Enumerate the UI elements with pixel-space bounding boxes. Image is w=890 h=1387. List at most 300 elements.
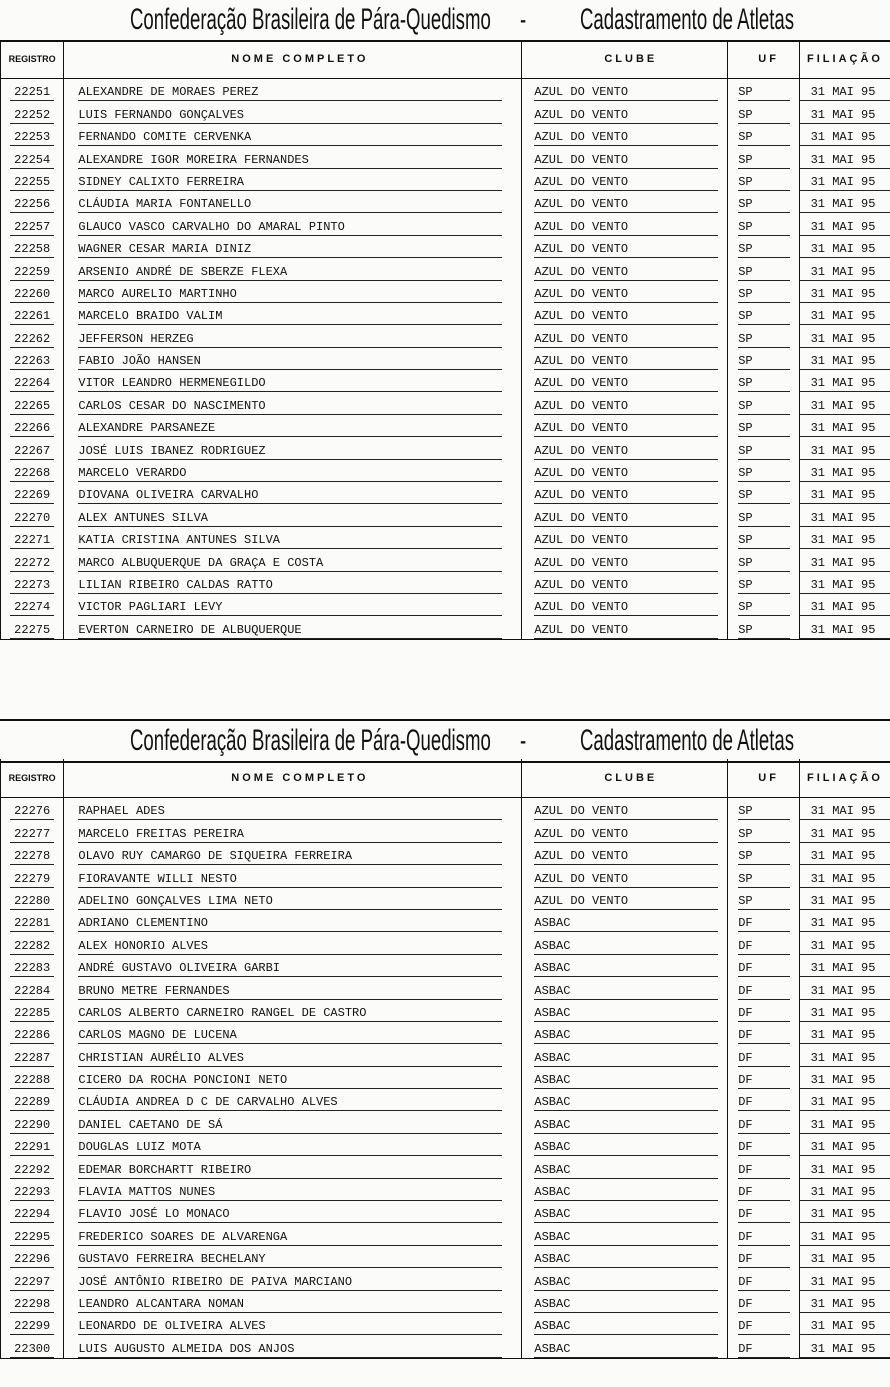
cell-clube-text: ASBAC (534, 1163, 718, 1179)
cell-uf-text: DF (738, 1163, 790, 1179)
cell-clube (522, 1156, 728, 1178)
cell-filiacao (800, 1335, 890, 1358)
cell-nome-text: CLÁUDIA ANDREA D C DE CARVALHO ALVES (78, 1095, 502, 1111)
cell-uf (728, 213, 800, 235)
cell-clube (522, 1268, 728, 1290)
cell-uf-text: SP (738, 511, 790, 527)
cell-filiacao-text: 31 MAI 95 (800, 1140, 890, 1156)
cell-clube-text: ASBAC (534, 1140, 718, 1156)
cell-registro-text: 22298 (10, 1297, 54, 1313)
cell-registro-text: 22289 (10, 1095, 54, 1111)
cell-uf (728, 1179, 800, 1201)
cell-uf (728, 977, 800, 999)
cell-registro (1, 348, 64, 370)
cell-uf (728, 1291, 800, 1313)
cell-nome (64, 460, 522, 482)
cell-uf (728, 370, 800, 392)
cell-nome-text: WAGNER CESAR MARIA DINIZ (78, 242, 502, 258)
cell-clube-text: AZUL DO VENTO (534, 130, 718, 146)
cell-nome-text: JOSÉ LUIS IBANEZ RODRIGUEZ (78, 444, 502, 460)
cell-clube-text: ASBAC (534, 1297, 718, 1313)
table-row (1, 101, 890, 123)
cell-clube (522, 1022, 728, 1044)
cell-nome (64, 843, 522, 865)
cell-clube-text: AZUL DO VENTO (534, 804, 718, 820)
cell-uf (728, 865, 800, 887)
cell-registro (1, 482, 64, 504)
cell-registro-text: 22299 (10, 1319, 54, 1335)
cell-uf-text: DF (738, 1252, 790, 1268)
cell-nome-text: MARCELO BRAIDO VALIM (78, 309, 502, 325)
cell-registro (1, 888, 64, 910)
cell-uf (728, 843, 800, 865)
cell-filiacao-text: 31 MAI 95 (800, 488, 890, 504)
table-row (1, 236, 890, 258)
cell-nome (64, 977, 522, 999)
cell-registro-text: 22277 (10, 827, 54, 843)
table-row (1, 415, 890, 437)
cell-filiacao-text: 31 MAI 95 (800, 849, 890, 865)
cell-nome (64, 370, 522, 392)
table-row (1, 281, 890, 303)
cell-filiacao-text: 31 MAI 95 (800, 354, 890, 370)
cell-uf-text: DF (738, 916, 790, 932)
cell-uf-text: SP (738, 108, 790, 124)
cell-nome-text: RAPHAEL ADES (78, 804, 502, 820)
cell-nome (64, 124, 522, 146)
cell-uf-text: SP (738, 827, 790, 843)
cell-registro (1, 1022, 64, 1044)
cell-registro (1, 392, 64, 414)
registration-sheet-2 (0, 719, 890, 1356)
cell-uf-text: SP (738, 894, 790, 910)
cell-clube-text: ASBAC (534, 1051, 718, 1067)
cell-clube-text: AZUL DO VENTO (534, 600, 718, 616)
cell-clube-text: ASBAC (534, 1252, 718, 1268)
cell-filiacao (800, 437, 890, 459)
cell-uf (728, 101, 800, 123)
table-row (1, 798, 890, 821)
table-row (1, 169, 890, 191)
cell-registro-text: 22300 (10, 1342, 54, 1358)
cell-clube (522, 258, 728, 280)
header-uf: UF (728, 759, 800, 798)
cell-filiacao-text: 31 MAI 95 (800, 242, 890, 258)
cell-nome-text: CLÁUDIA MARIA FONTANELLO (78, 197, 502, 213)
cell-nome-text: MARCELO FREITAS PEREIRA (78, 827, 502, 843)
sheet-title (0, 719, 890, 763)
cell-uf-text: DF (738, 1095, 790, 1111)
cell-nome-text: BRUNO METRE FERNANDES (78, 984, 502, 1000)
cell-filiacao-text: 31 MAI 95 (800, 399, 890, 415)
cell-uf-text: DF (738, 984, 790, 1000)
cell-nome (64, 572, 522, 594)
cell-registro (1, 213, 64, 235)
cell-uf-text: DF (738, 1140, 790, 1156)
table-row (1, 348, 890, 370)
cell-uf-text: DF (738, 1297, 790, 1313)
cell-registro (1, 281, 64, 303)
cell-filiacao-text: 31 MAI 95 (800, 1028, 890, 1044)
cell-nome-text: GLAUCO VASCO CARVALHO DO AMARAL PINTO (78, 220, 502, 236)
cell-clube (522, 1000, 728, 1022)
cell-filiacao-text: 31 MAI 95 (800, 1297, 890, 1313)
cell-filiacao-text: 31 MAI 95 (800, 511, 890, 527)
cell-clube (522, 146, 728, 168)
cell-clube-text: AZUL DO VENTO (534, 894, 718, 910)
cell-clube (522, 1089, 728, 1111)
cell-filiacao (800, 1156, 890, 1178)
cell-nome-text: CARLOS ALBERTO CARNEIRO RANGEL DE CASTRO (78, 1006, 502, 1022)
cell-registro-text: 22284 (10, 984, 54, 1000)
cell-registro-text: 22256 (10, 197, 54, 213)
table-row (1, 1201, 890, 1223)
cell-uf-text: SP (738, 85, 790, 101)
cell-uf (728, 460, 800, 482)
cell-registro (1, 1313, 64, 1335)
cell-nome (64, 101, 522, 123)
cell-nome (64, 798, 522, 821)
cell-nome (64, 1268, 522, 1290)
cell-filiacao (800, 1022, 890, 1044)
cell-filiacao (800, 124, 890, 146)
cell-registro (1, 191, 64, 213)
cell-uf-text: DF (738, 1073, 790, 1089)
cell-uf (728, 932, 800, 954)
cell-filiacao (800, 504, 890, 526)
cell-uf (728, 415, 800, 437)
cell-clube (522, 482, 728, 504)
cell-clube (522, 1179, 728, 1201)
table-row (1, 594, 890, 616)
cell-registro (1, 325, 64, 347)
cell-registro-text: 22257 (10, 220, 54, 236)
cell-uf-text: SP (738, 623, 790, 639)
cell-nome-text: VICTOR PAGLIARI LEVY (78, 600, 502, 616)
cell-nome (64, 1156, 522, 1178)
cell-filiacao (800, 820, 890, 842)
cell-nome (64, 865, 522, 887)
cell-clube (522, 888, 728, 910)
cell-nome-text: DOUGLAS LUIZ MOTA (78, 1140, 502, 1156)
cell-registro-text: 22273 (10, 578, 54, 594)
cell-registro (1, 594, 64, 616)
cell-uf (728, 1335, 800, 1358)
cell-uf-text: SP (738, 332, 790, 348)
cell-registro-text: 22290 (10, 1118, 54, 1134)
cell-clube-text: AZUL DO VENTO (534, 533, 718, 549)
cell-registro (1, 460, 64, 482)
cell-clube (522, 281, 728, 303)
cell-registro-text: 22275 (10, 623, 54, 639)
cell-filiacao-text: 31 MAI 95 (800, 220, 890, 236)
table-row (1, 213, 890, 235)
cell-registro-text: 22264 (10, 376, 54, 392)
cell-nome (64, 1246, 522, 1268)
cell-nome-text: ALEXANDRE PARSANEZE (78, 421, 502, 437)
cell-nome-text: FABIO JOÃO HANSEN (78, 354, 502, 370)
cell-nome (64, 258, 522, 280)
cell-clube-text: AZUL DO VENTO (534, 220, 718, 236)
cell-clube (522, 325, 728, 347)
cell-uf (728, 1268, 800, 1290)
cell-registro (1, 1156, 64, 1178)
cell-registro (1, 258, 64, 280)
cell-clube-text: ASBAC (534, 1095, 718, 1111)
cell-clube (522, 572, 728, 594)
cell-uf-text: DF (738, 1319, 790, 1335)
cell-nome-text: LUIS AUGUSTO ALMEIDA DOS ANJOS (78, 1342, 502, 1358)
cell-clube (522, 1201, 728, 1223)
cell-filiacao-text: 31 MAI 95 (800, 1342, 890, 1358)
cell-filiacao-text: 31 MAI 95 (800, 265, 890, 281)
table-row (1, 527, 890, 549)
cell-clube (522, 504, 728, 526)
cell-clube (522, 1291, 728, 1313)
cell-filiacao-text: 31 MAI 95 (800, 1073, 890, 1089)
athletes-table (0, 40, 890, 640)
cell-uf (728, 1000, 800, 1022)
cell-registro (1, 236, 64, 258)
cell-uf (728, 1134, 800, 1156)
cell-filiacao-text: 31 MAI 95 (800, 421, 890, 437)
table-row (1, 1179, 890, 1201)
cell-nome-text: ADRIANO CLEMENTINO (78, 916, 502, 932)
cell-clube-text: ASBAC (534, 1073, 718, 1089)
cell-clube-text: AZUL DO VENTO (534, 488, 718, 504)
cell-registro (1, 977, 64, 999)
cell-registro-text: 22251 (10, 85, 54, 101)
cell-nome-text: FERNANDO COMITE CERVENKA (78, 130, 502, 146)
cell-nome (64, 594, 522, 616)
cell-clube-text: AZUL DO VENTO (534, 354, 718, 370)
cell-uf-text: SP (738, 376, 790, 392)
cell-nome-text: CARLOS MAGNO DE LUCENA (78, 1028, 502, 1044)
cell-nome (64, 79, 522, 102)
cell-nome (64, 910, 522, 932)
cell-clube-text: ASBAC (534, 1342, 718, 1358)
cell-clube (522, 594, 728, 616)
cell-nome (64, 281, 522, 303)
cell-nome (64, 303, 522, 325)
cell-uf (728, 124, 800, 146)
cell-nome-text: EDEMAR BORCHARTT RIBEIRO (78, 1163, 502, 1179)
table-row (1, 504, 890, 526)
cell-nome-text: ARSENIO ANDRÉ DE SBERZE FLEXA (78, 265, 502, 281)
table-row (1, 549, 890, 571)
cell-uf (728, 820, 800, 842)
cell-uf (728, 616, 800, 639)
cell-filiacao (800, 977, 890, 999)
cell-filiacao-text: 31 MAI 95 (800, 309, 890, 325)
cell-registro (1, 527, 64, 549)
cell-nome-text: CARLOS CESAR DO NASCIMENTO (78, 399, 502, 415)
athletes-table (0, 759, 890, 1359)
cell-clube (522, 169, 728, 191)
cell-registro (1, 124, 64, 146)
cell-registro-text: 22292 (10, 1163, 54, 1179)
cell-registro-text: 22261 (10, 309, 54, 325)
cell-nome-text: ALEX ANTUNES SILVA (78, 511, 502, 527)
table-row (1, 1335, 890, 1358)
cell-filiacao (800, 169, 890, 191)
cell-nome-text: CICERO DA ROCHA PONCIONI NETO (78, 1073, 502, 1089)
cell-filiacao (800, 594, 890, 616)
cell-nome (64, 348, 522, 370)
cell-filiacao (800, 79, 890, 102)
cell-uf-text: SP (738, 849, 790, 865)
cell-nome (64, 1201, 522, 1223)
cell-uf (728, 1156, 800, 1178)
cell-nome-text: JOSÉ ANTÔNIO RIBEIRO DE PAIVA MARCIANO (78, 1275, 502, 1291)
cell-uf-text: SP (738, 578, 790, 594)
cell-registro-text: 22266 (10, 421, 54, 437)
cell-registro-text: 22281 (10, 916, 54, 932)
cell-uf (728, 549, 800, 571)
cell-registro-text: 22294 (10, 1207, 54, 1223)
cell-uf (728, 594, 800, 616)
cell-nome (64, 415, 522, 437)
table-row (1, 79, 890, 102)
header-filiacao: FILIAÇÃO (800, 40, 890, 79)
cell-registro-text: 22259 (10, 265, 54, 281)
cell-clube-text: ASBAC (534, 916, 718, 932)
cell-registro (1, 101, 64, 123)
cell-registro (1, 303, 64, 325)
cell-registro-text: 22254 (10, 153, 54, 169)
table-row (1, 1268, 890, 1290)
cell-clube-text: ASBAC (534, 1185, 718, 1201)
cell-nome (64, 1089, 522, 1111)
cell-clube-text: ASBAC (534, 1028, 718, 1044)
cell-registro-text: 22282 (10, 939, 54, 955)
cell-nome-text: ALEX HONORIO ALVES (78, 939, 502, 955)
cell-uf-text: DF (738, 1028, 790, 1044)
registration-sheet-1 (0, 0, 890, 637)
cell-clube-text: AZUL DO VENTO (534, 849, 718, 865)
cell-uf (728, 504, 800, 526)
table-header (1, 40, 890, 79)
cell-filiacao (800, 213, 890, 235)
table-row (1, 1111, 890, 1133)
cell-uf (728, 1313, 800, 1335)
cell-filiacao (800, 281, 890, 303)
cell-uf-text: DF (738, 1230, 790, 1246)
table-row (1, 1089, 890, 1111)
cell-uf-text: DF (738, 1118, 790, 1134)
cell-clube (522, 415, 728, 437)
cell-clube-text: AZUL DO VENTO (534, 85, 718, 101)
cell-filiacao (800, 955, 890, 977)
table-row (1, 910, 890, 932)
cell-clube (522, 437, 728, 459)
cell-nome (64, 1179, 522, 1201)
cell-registro-text: 22278 (10, 849, 54, 865)
cell-filiacao (800, 1089, 890, 1111)
cell-filiacao (800, 1246, 890, 1268)
cell-clube-text: ASBAC (534, 1230, 718, 1246)
cell-clube (522, 616, 728, 639)
header-nome: NOME COMPLETO (64, 40, 522, 79)
cell-filiacao-text: 31 MAI 95 (800, 939, 890, 955)
cell-nome (64, 527, 522, 549)
table-row (1, 977, 890, 999)
cell-clube-text: AZUL DO VENTO (534, 332, 718, 348)
cell-nome (64, 932, 522, 954)
cell-filiacao-text: 31 MAI 95 (800, 1118, 890, 1134)
cell-filiacao (800, 1313, 890, 1335)
table-row (1, 1044, 890, 1066)
table-row (1, 1134, 890, 1156)
cell-clube-text: AZUL DO VENTO (534, 578, 718, 594)
cell-registro (1, 572, 64, 594)
cell-registro (1, 1044, 64, 1066)
cell-filiacao-text: 31 MAI 95 (800, 332, 890, 348)
table-row (1, 1000, 890, 1022)
cell-registro-text: 22283 (10, 961, 54, 977)
cell-clube-text: AZUL DO VENTO (534, 399, 718, 415)
cell-clube-text: ASBAC (534, 1275, 718, 1291)
header-clube: CLUBE (522, 40, 728, 79)
cell-clube-text: AZUL DO VENTO (534, 175, 718, 191)
cell-registro (1, 437, 64, 459)
cell-clube-text: AZUL DO VENTO (534, 444, 718, 460)
cell-registro (1, 843, 64, 865)
cell-filiacao-text: 31 MAI 95 (800, 1095, 890, 1111)
table-row (1, 482, 890, 504)
cell-filiacao-text: 31 MAI 95 (800, 533, 890, 549)
cell-registro-text: 22274 (10, 600, 54, 616)
cell-registro (1, 370, 64, 392)
cell-nome (64, 1044, 522, 1066)
cell-clube (522, 843, 728, 865)
cell-clube-text: AZUL DO VENTO (534, 309, 718, 325)
cell-registro (1, 798, 64, 821)
cell-nome-text: ANDRÉ GUSTAVO OLIVEIRA GARBI (78, 961, 502, 977)
cell-registro (1, 1291, 64, 1313)
cell-uf-text: SP (738, 399, 790, 415)
cell-filiacao-text: 31 MAI 95 (800, 1006, 890, 1022)
cell-nome (64, 616, 522, 639)
table-header (1, 759, 890, 798)
cell-uf-text: SP (738, 488, 790, 504)
cell-nome (64, 191, 522, 213)
cell-clube (522, 392, 728, 414)
cell-filiacao (800, 460, 890, 482)
cell-uf-text: SP (738, 265, 790, 281)
cell-clube-text: ASBAC (534, 1006, 718, 1022)
cell-uf-text: DF (738, 1006, 790, 1022)
cell-filiacao-text: 31 MAI 95 (800, 1319, 890, 1335)
cell-filiacao-text: 31 MAI 95 (800, 556, 890, 572)
cell-uf (728, 1089, 800, 1111)
cell-registro (1, 616, 64, 639)
cell-uf (728, 1111, 800, 1133)
cell-registro-text: 22280 (10, 894, 54, 910)
cell-nome (64, 1067, 522, 1089)
cell-clube (522, 79, 728, 102)
cell-clube (522, 1044, 728, 1066)
table-row (1, 325, 890, 347)
cell-nome (64, 1223, 522, 1245)
cell-registro-text: 22260 (10, 287, 54, 303)
cell-filiacao-text: 31 MAI 95 (800, 804, 890, 820)
cell-nome (64, 1335, 522, 1358)
cell-uf-text: SP (738, 354, 790, 370)
header-registro: REGISTRO (1, 40, 64, 79)
cell-clube-text: AZUL DO VENTO (534, 242, 718, 258)
cell-registro-text: 22271 (10, 533, 54, 549)
